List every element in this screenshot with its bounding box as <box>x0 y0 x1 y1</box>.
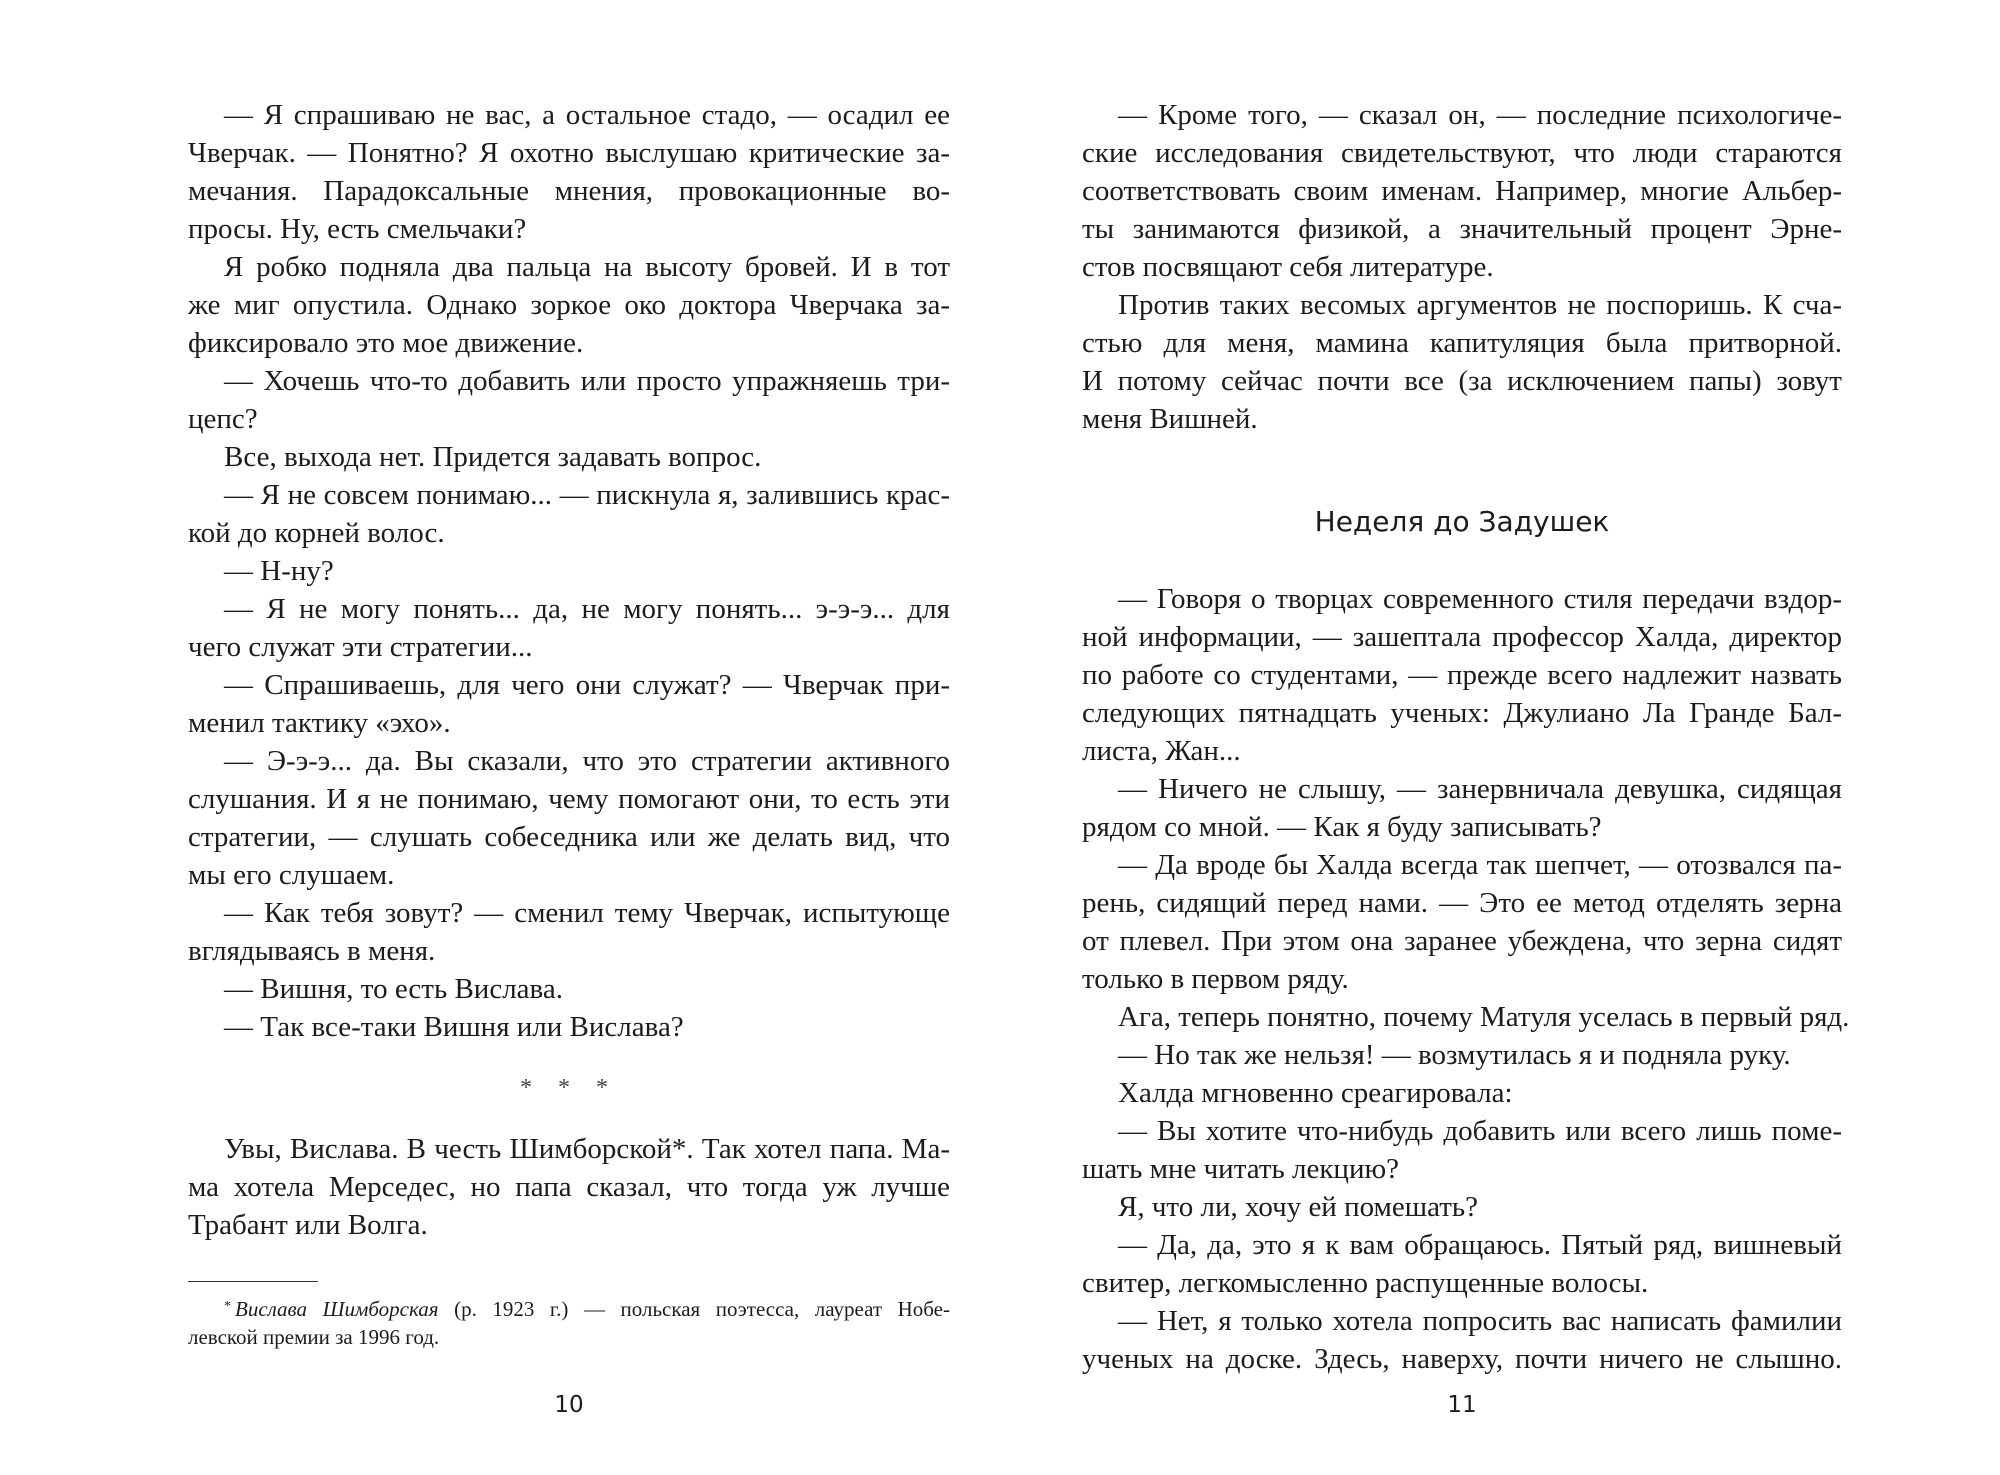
footnote-name: Вислава Шимборская <box>235 1297 439 1321</box>
text-line: же миг опустила. Однако зоркое око доктора Чверчака за- <box>188 289 950 321</box>
page-number: 11 <box>1447 1392 1477 1418</box>
text-line: стратегии, — слушать собеседника или же делать вид, что <box>188 821 950 853</box>
text-line: — Но так же нельзя! — возмутилась я и подняла руку. <box>1118 1039 1791 1071</box>
text-line: кой до корней волос. <box>188 517 445 549</box>
text-line: Против таких весомых аргументов не поспоришь. К сча- <box>1118 289 1842 321</box>
text-line: — Вишня, то есть Вислава. <box>224 973 563 1005</box>
text-line: меня Вишней. <box>1082 403 1258 435</box>
footnote-line <box>224 1292 950 1322</box>
text-line: рядом со мной. — Как я буду записывать? <box>1082 811 1602 843</box>
text-line: ученых на доске. Здесь, наверху, почти ничего не слышно. <box>1082 1343 1842 1375</box>
text-line: Халда мгновенно среагировала: <box>1118 1077 1513 1109</box>
footnote-text: (р. 1923 г.) — польская поэтесса, лауреат Нобе- <box>438 1297 950 1321</box>
footnote-rule <box>188 1281 318 1282</box>
text-line: шать мне читать лекцию? <box>1082 1153 1400 1185</box>
text-line: — Нет, я только хотела попросить вас написать фамилии <box>1118 1305 1842 1337</box>
text-line: следующих пятнадцать ученых: Джулиано Ла Гранде Бал- <box>1082 697 1842 729</box>
text-line: — Хочешь что-то добавить или просто упражняешь три- <box>224 365 950 397</box>
text-line: только в первом ряду. <box>1082 963 1349 995</box>
text-line: — Н-ну? <box>224 555 334 587</box>
text-line: стов посвящают себя литературе. <box>1082 251 1494 283</box>
text-line: — Говоря о творцах современного стиля передачи вздор- <box>1118 583 1842 615</box>
text-line: — Я не могу понять... да, не могу понять... э-э-э... для <box>224 593 950 625</box>
text-line: И потому сейчас почти все (за исключением папы) зовут <box>1082 365 1842 397</box>
text-line: ские исследования свидетельствуют, что люди стараются <box>1082 137 1842 169</box>
text-line: ной информации, — зашептала профессор Халда, директор <box>1082 621 1842 653</box>
section-separator: * * * <box>520 1075 618 1101</box>
text-line: — Я не совсем понимаю... — пискнула я, залившись крас- <box>224 479 950 511</box>
text-line: — Ничего не слышу, — занервничала девушка, сидящая <box>1118 773 1842 805</box>
text-line: — Спрашиваешь, для чего они служат? — Чверчак при- <box>224 669 950 701</box>
text-line: — Так все-таки Вишня или Вислава? <box>224 1011 684 1043</box>
text-line: рень, сидящий перед нами. — Это ее метод отделять зерна <box>1082 887 1842 919</box>
text-line: фиксировало это мое движение. <box>188 327 584 359</box>
text-line: — Да вроде бы Халда всегда так шепчет, — отозвался па- <box>1118 849 1842 881</box>
text-line: цепс? <box>188 403 258 435</box>
footnote-line: левской премии за 1996 год. <box>188 1325 440 1349</box>
text-line: — Вы хотите что-нибудь добавить или всего лишь поме- <box>1118 1115 1842 1147</box>
text-line: соответствовать своим именам. Например, многие Альбер- <box>1082 175 1842 207</box>
text-line: Все, выхода нет. Придется задавать вопрос. <box>224 441 762 473</box>
text-line: вглядываясь в меня. <box>188 935 436 967</box>
text-line: Увы, Вислава. В честь Шимборской*. Так хотел папа. Ма- <box>224 1133 950 1165</box>
text-line: Я, что ли, хочу ей помешать? <box>1118 1191 1478 1223</box>
text-line: мечания. Парадоксальные мнения, провокационные во- <box>188 175 950 207</box>
text-line: Ага, теперь понятно, почему Матуля уселась в первый ряд. <box>1118 1001 1850 1033</box>
text-line: — Да, да, это я к вам обращаюсь. Пятый ряд, вишневый <box>1118 1229 1842 1261</box>
text-line: чего служат эти стратегии... <box>188 631 533 663</box>
text-line: свитер, легкомысленно распущенные волосы. <box>1082 1267 1649 1299</box>
text-line: слушания. И я не понимаю, чему помогают они, то есть эти <box>188 783 950 815</box>
text-line: менил тактику «эхо». <box>188 707 451 739</box>
text-line: ма хотела Мерседес, но папа сказал, что тогда уж лучше <box>188 1171 950 1203</box>
chapter-heading: Неделя до Задушек <box>1314 505 1610 538</box>
text-line: — Э-э-э... да. Вы сказали, что это стратегии активного <box>224 745 950 777</box>
text-line: ты занимаются физикой, а значительный процент Эрне- <box>1082 213 1842 245</box>
text-line: по работе со студентами, — прежде всего надлежит назвать <box>1082 659 1842 691</box>
right-page <box>1082 0 1850 1475</box>
text-line: — Как тебя зовут? — сменил тему Чверчак, испытующе <box>224 897 950 929</box>
text-line: листа, Жан... <box>1082 735 1241 767</box>
text-line: Трабант или Волга. <box>188 1209 428 1241</box>
text-line: просы. Ну, есть смельчаки? <box>188 213 527 245</box>
page-number: 10 <box>554 1392 584 1418</box>
text-line: — Я спрашиваю не вас, а остальное стадо, — осадил ее <box>224 99 950 131</box>
text-line: Я робко подняла два пальца на высоту бровей. И в тот <box>224 251 950 283</box>
text-line: от плевел. При этом она заранее убеждена, что зерна сидят <box>1082 925 1842 957</box>
left-page <box>188 0 950 1475</box>
text-line: стью для меня, мамина капитуляция была притворной. <box>1082 327 1842 359</box>
text-line: Чверчак. — Понятно? Я охотно выслушаю критические за- <box>188 137 950 169</box>
footnote-marker: * <box>224 1299 231 1314</box>
text-line: — Кроме того, — сказал он, — последние психологиче- <box>1118 99 1842 131</box>
text-line: мы его слушаем. <box>188 859 395 891</box>
